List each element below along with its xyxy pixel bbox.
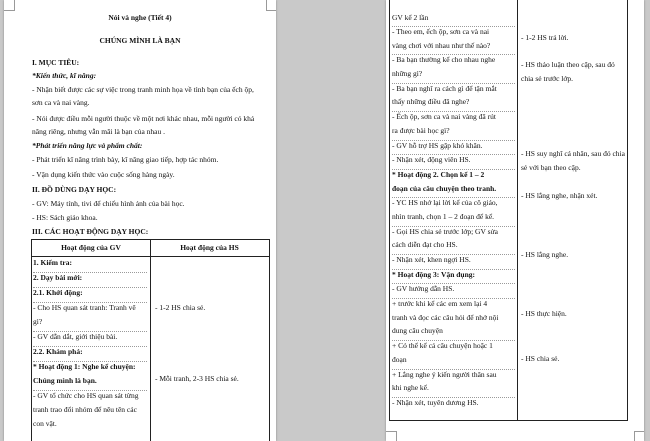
teacher-activity-column [33,258,147,433]
table-cell-line: đoạn [392,355,515,370]
table-cell-line: con vật. [33,419,57,428]
paragraph-line: - Phát triển kĩ năng trình bày, kĩ năng giao tiếp, hợp tác nhóm. [32,155,219,164]
document-page-right [386,0,644,441]
table-cell-line: - GV hỗ trợ HS gặp khó khăn. [392,141,515,156]
table-cell-line: Chúng mình là bạn. [33,376,147,391]
table-cell-line: - GV tổ chức cho HS quan sát từng [33,391,139,400]
student-activity-item: - HS suy nghĩ cá nhân, sau đó chia [521,149,625,158]
paragraph-line: - GV: Máy tính, tivi để chiếu hình ảnh của bài học. [32,199,185,208]
student-activity-item: - HS thảo luận theo cặp, sau đó [521,60,615,69]
paragraph-line: năng riêng, nhưng vẫn mãi là bạn của nhau . [32,127,165,136]
table-cell-line: gì? [33,317,147,332]
lesson-title: Nói và nghe (Tiết 4) [108,13,172,22]
table-cell-line: vàng chơi với nhau như thế nào? [392,41,515,56]
column-header-teacher: Hoạt động của GV [61,243,121,252]
table-cell-line: - Nhận xét, tuyên dương HS. [392,397,479,407]
margin-corner-mark [634,431,644,441]
document-page-left [4,0,276,441]
table-column-divider [517,0,518,421]
table-cell-line: - Ba bạn nghĩ ra cách gì để tận mắt [392,83,497,93]
column-header-student: Hoạt động của HS [180,243,239,252]
table-cell-line: - YC HS nhớ lại lời kể của cô giáo, [392,198,498,208]
table-cell-line: - Nhận xét, khen ngợi HS. [392,255,515,270]
table-cell-line: 2.2. Khám phá: [33,347,147,362]
table-cell-line: GV kể 2 lần [392,13,515,27]
paragraph-line: - Nhận biết được các sự việc trong tranh minh họa về tình bạn của ếch ộp, [32,85,254,94]
table-cell-line: những gì? [392,69,515,84]
table-cell-line: thấy những điều đã nghe? [392,97,515,112]
table-cell-line: đoạn của câu chuyện theo tranh. [392,184,515,199]
table-cell-line: nhìn tranh, chọn 1 – 2 đoạn để kể. [392,212,515,227]
margin-corner-mark [386,431,397,441]
table-cell-line: tranh trao đổi nhóm để nêu tên các [33,405,137,414]
teacher-activity-column [392,13,515,412]
table-cell-line: * Hoạt động 1: Nghe kể chuyện: [33,362,136,371]
table-cell-line: 1. Kiểm tra: [33,258,147,273]
table-cell-line: - Gọi HS chia sẻ trước lớp; GV sửa [392,226,498,236]
paragraph-line: - Vận dụng kiến thức vào cuộc sống hàng ngày. [32,170,175,179]
table-cell-line: * Hoạt động 3: Vận dụng: [392,270,515,285]
table-cell-line: dung câu chuyện [392,326,515,341]
student-activity-item: - HS chia sẻ. [521,354,560,363]
student-activity-item: - Mỗi tranh, 2-3 HS chia sẻ. [155,374,239,383]
section-heading: I. MỤC TIÊU: [32,58,80,67]
table-cell-line: * Hoạt động 2. Chọn kể 1 – 2 [392,169,485,179]
margin-corner-mark [4,0,15,11]
table-cell-line: ra được bài học gì? [392,126,515,141]
table-cell-line: - Ếch ộp, sơn ca và nai vàng đã rút [392,112,496,122]
table-cell-line: 2. Dạy bài mới: [33,273,147,288]
margin-corner-mark [266,0,276,11]
table-cell-line: 2.1. Khởi động: [33,288,147,303]
table-cell-line: khi nghe kể. [392,383,515,398]
table-column-divider [150,239,151,441]
student-activity-item: - HS lắng nghe, nhận xét. [521,191,598,200]
student-activity-item: - HS lắng nghe. [521,250,569,259]
table-cell-line: + Có thể kể cả câu chuyện hoặc 1 [392,341,493,351]
student-activity-item: chia sẻ trước lớp. [521,74,573,83]
student-activity-item: - 1-2 HS chia sẻ. [155,303,206,312]
lesson-subtitle: CHÚNG MÌNH LÀ BẠN [99,36,181,45]
table-cell-line: - Ba bạn thường kể cho nhau nghe [392,55,496,65]
table-cell-line [33,303,147,317]
section-heading: III. CÁC HOẠT ĐỘNG DẠY HỌC: [32,227,149,236]
subsection-heading: *Phát triển năng lực và phẩm chất: [32,141,143,150]
subsection-heading: *Kiến thức, kĩ năng: [32,71,97,80]
table-cell-line: + Lắng nghe ý kiến người thân sau [392,369,497,379]
table-cell-line: - Nhận xét, động viên HS. [392,155,515,170]
table-cell-line: + trước khi kể các em xem lại 4 [392,299,488,309]
table-cell-line: - GV dẫn dắt, giới thiệu bài. [33,332,147,347]
student-activity-item: - 1-2 HS trả lời. [521,33,569,42]
paragraph-line: sơn ca và nai vàng. [32,98,90,107]
table-cell-line: - Theo em, ếch ộp, sơn ca và nai [392,27,490,36]
student-activity-item: sẻ với bạn theo cặp. [521,163,581,172]
table-cell-line: - GV hướng dẫn HS. [392,284,515,299]
table-cell-line: tranh và đọc các câu hỏi để nhớ nội [392,312,499,322]
paragraph-line: - HS: Sách giáo khoa. [32,213,98,222]
text-fragment: - Cho HS quan sát tranh: Tranh vẽ [33,303,136,312]
table-cell-line: cách diễn đạt cho HS. [392,240,515,255]
section-heading: II. ĐỒ DÙNG DẠY HỌC: [32,185,117,194]
paragraph-line: - Nói được điều mỗi người thuộc về một nơi khác nhau, mỗi người có khả [32,114,255,123]
student-activity-item: - HS thực hiện. [521,309,567,318]
